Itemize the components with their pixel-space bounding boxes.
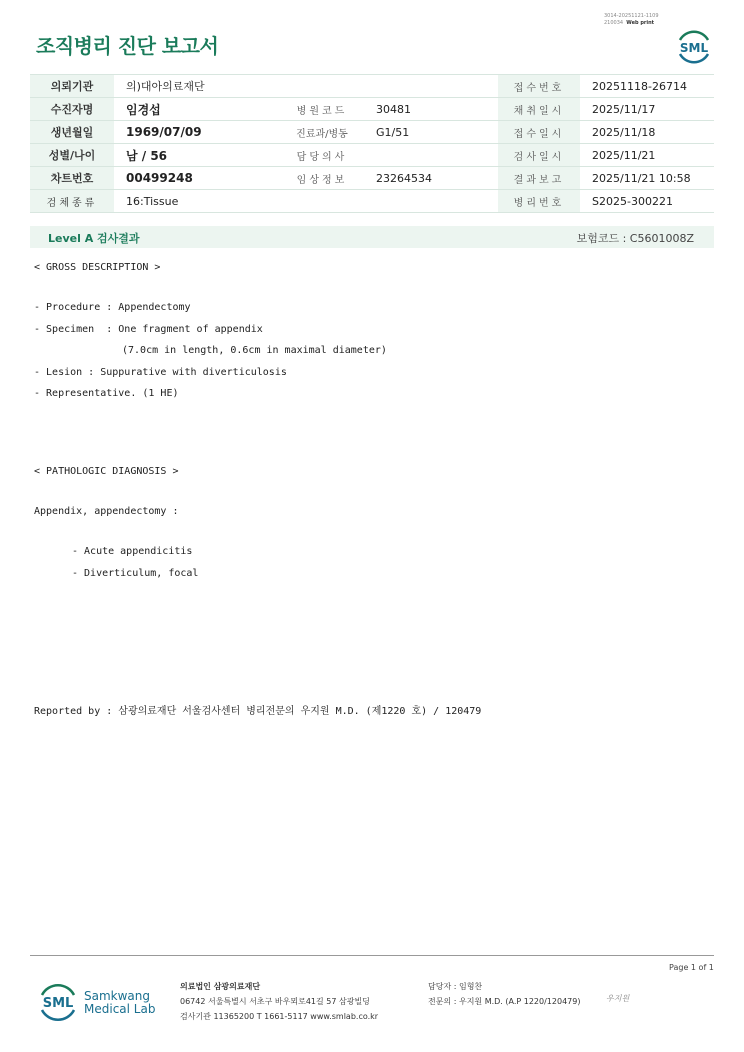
value-collection-date: 2025/11/17 xyxy=(580,98,714,121)
diagnosis-site: Appendix, appendectomy : xyxy=(34,506,179,517)
procedure-line: - Procedure : Appendectomy xyxy=(34,302,191,313)
brand-line1: Samkwang xyxy=(84,989,150,1003)
value-clinical-info: 23264534 xyxy=(364,167,498,190)
value-result-report: 2025/11/21 10:58 xyxy=(580,167,714,190)
label-patient-name: 수진자명 xyxy=(30,98,114,121)
value-hospital-code: 30481 xyxy=(364,98,498,121)
patient-info-table xyxy=(30,74,714,213)
page-number: Page 1 of 1 xyxy=(669,963,714,972)
footer-staff-info xyxy=(428,979,580,1009)
label-specimen-type: 검체종류 xyxy=(30,190,114,213)
label-receipt-no: 접수번호 xyxy=(498,75,580,98)
footer-sml-logo-icon xyxy=(36,980,80,1024)
web-print-label: Web print xyxy=(626,20,655,26)
footer-logo-text: SML xyxy=(42,996,74,1011)
logo-text: SML xyxy=(679,41,709,55)
value-specimen-type: 16:Tissue xyxy=(114,190,280,213)
insurance-code: 보험코드 : C5601008Z xyxy=(576,232,694,245)
org-name: 의료법인 삼광의료재단 xyxy=(180,982,261,991)
org-address: 06742 서울특별시 서초구 바우뫼로41길 57 삼광빌딩 xyxy=(180,997,370,1006)
value-patient-name: 임경섭 xyxy=(114,98,280,121)
specimen-line: - Specimen : One fragment of appendix xyxy=(34,324,263,335)
info-row xyxy=(30,98,714,121)
footer-org-info xyxy=(180,979,378,1024)
representative-line: - Representative. (1 HE) xyxy=(34,388,179,399)
value-sex-age: 남 / 56 xyxy=(114,144,280,167)
level-label: Level A 검사결과 xyxy=(48,232,140,245)
gross-description-header: < GROSS DESCRIPTION > xyxy=(34,262,161,273)
label-doctor: 담당의사 xyxy=(280,144,364,167)
label-chart-no: 차트번호 xyxy=(30,167,114,190)
label-birth-date: 생년월일 xyxy=(30,121,114,144)
value-receipt-date: 2025/11/18 xyxy=(580,121,714,144)
info-row xyxy=(30,144,714,167)
label-result-report: 결과보고 xyxy=(498,167,580,190)
page-title: 조직병리 진단 보고서 xyxy=(36,34,219,58)
info-row xyxy=(30,121,714,144)
sml-logo-icon xyxy=(674,26,714,66)
info-row xyxy=(30,167,714,190)
specialist: 전문의 : 우지원 M.D. (A.P 1220/120479) xyxy=(428,997,581,1006)
pathologic-diagnosis-header: < PATHOLOGIC DIAGNOSIS > xyxy=(34,466,179,477)
diagnosis-item: - Diverticulum, focal xyxy=(72,568,199,579)
label-empty xyxy=(280,190,364,213)
print-id-line2: 210034 xyxy=(604,20,624,26)
manager: 담당자 : 임형찬 xyxy=(428,982,483,991)
label-requesting-org: 의뢰기관 xyxy=(30,75,114,98)
label-sex-age: 성별/나이 xyxy=(30,144,114,167)
value-empty xyxy=(364,75,498,98)
reported-by: Reported by : 삼광의료재단 서울검사센터 병리전문의 우지원 M.D. (제1220 호) / 120479 xyxy=(34,706,482,717)
info-row xyxy=(30,190,714,213)
label-hospital-code: 병원코드 xyxy=(280,98,364,121)
print-id-line1: 3014-20251121-1109 xyxy=(604,13,659,19)
value-department: G1/51 xyxy=(364,121,498,144)
value-empty xyxy=(364,190,498,213)
signature: 우지원 xyxy=(606,994,630,1003)
value-doctor xyxy=(364,144,498,167)
diagnosis-item: - Acute appendicitis xyxy=(72,546,193,557)
lesion-line: - Lesion : Suppurative with diverticulosis xyxy=(34,367,287,378)
value-requesting-org: 의)대아의료재단 xyxy=(114,75,280,98)
label-receipt-date: 접수일시 xyxy=(498,121,580,144)
value-receipt-no: 20251118-26714 xyxy=(580,75,714,98)
specimen-detail-line: (7.0cm in length, 0.6cm in maximal diameter) xyxy=(122,345,387,356)
label-empty xyxy=(280,75,364,98)
value-chart-no: 00499248 xyxy=(114,167,280,190)
brand-line2: Medical Lab xyxy=(84,1002,156,1016)
footer-brand xyxy=(84,990,155,1016)
label-test-date: 검사일시 xyxy=(498,144,580,167)
value-test-date: 2025/11/21 xyxy=(580,144,714,167)
value-birth-date: 1969/07/09 xyxy=(114,121,280,144)
label-clinical-info: 임상정보 xyxy=(280,167,364,190)
print-id xyxy=(604,13,659,27)
footer-divider xyxy=(30,955,714,956)
label-pathology-no: 병리번호 xyxy=(498,190,580,213)
label-department: 진료과/병동 xyxy=(280,121,364,144)
value-pathology-no: S2025-300221 xyxy=(580,190,714,213)
org-contact: 검사기관 11365200 T 1661-5117 www.smlab.co.kr xyxy=(180,1012,379,1021)
label-collection-date: 채취일시 xyxy=(498,98,580,121)
level-result-bar xyxy=(30,226,714,248)
info-row xyxy=(30,75,714,98)
